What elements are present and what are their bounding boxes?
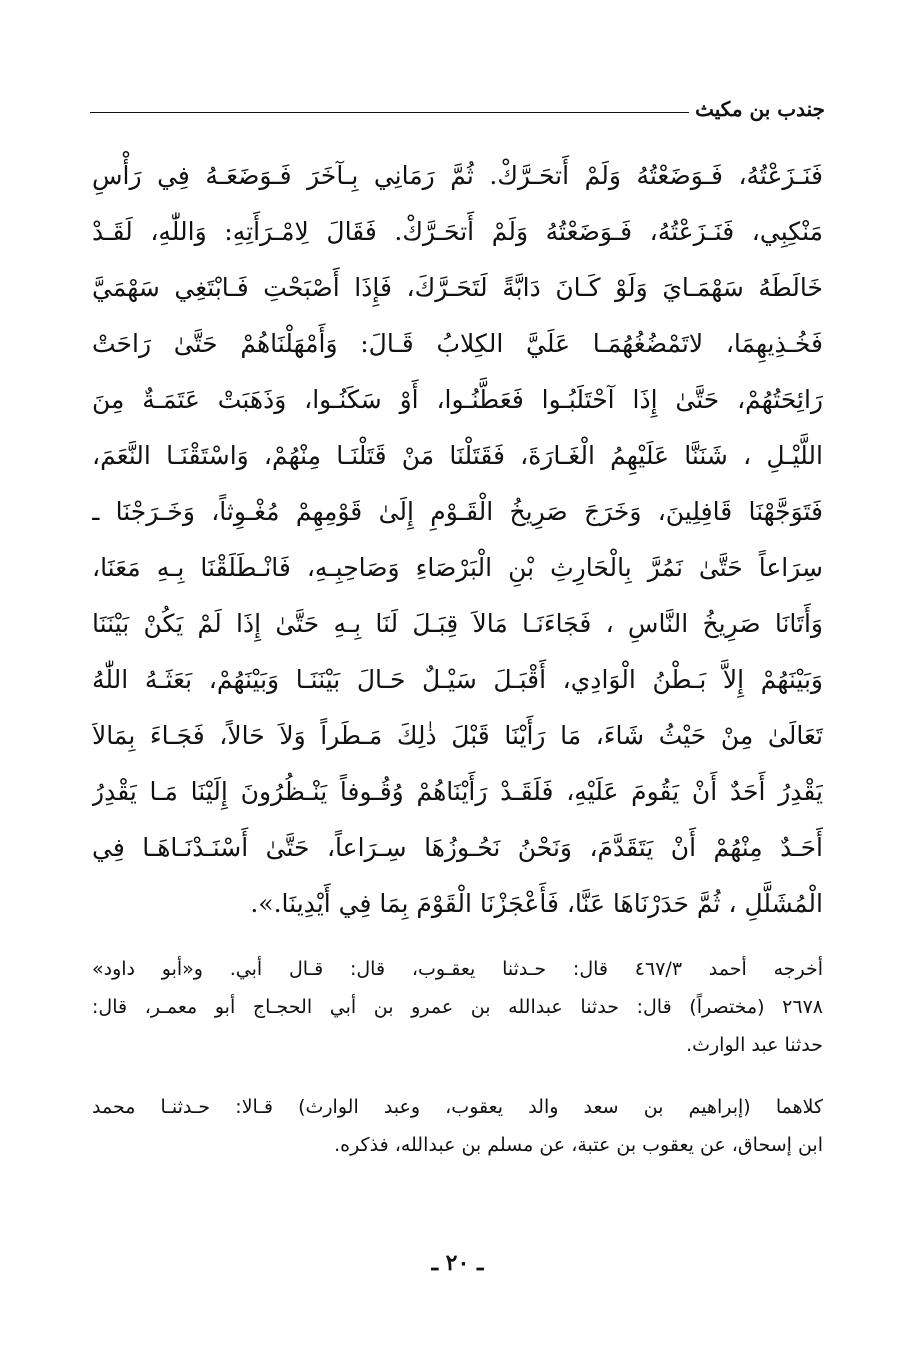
text-line: اللَّيْـلِ ، شَنَنَّا عَلَيْهِمُ الْغَـارَةَ، فَقَتَلْنَا مَنْ قَتَلْنَـا مِنْهُمْ، وَاسْتَقْنَـا النَّعَمَ، (92, 441, 823, 470)
running-title: جندب بن مكيث (695, 97, 825, 121)
header-rule (90, 112, 689, 113)
text-line: خَالَطَهُ سَهْمَـايَ وَلَوْ كَـانَ دَابَّةً لَتَحَـرَّكَ، فَإِذَا أَصْبَحْتِ فَـابْتَغِي سَهْمَيَّ (92, 273, 823, 302)
page-number: ـ ٢٠ ـ (431, 1250, 484, 1276)
text-line: فَنَـزَعْتُهُ، فَـوَضَعْتُهُ وَلَمْ أَتحَـرَّكْ. ثُمَّ رَمَانِي بِـآخَرَ فَـوَضَعَـهُ فِي رَأْسِ (92, 161, 823, 190)
text-line: فَتَوَجَّهْنَا قَافِلِينَ، وَخَرَجَ صَرِيخُ الْقَـوْمِ إِلَىٰ قَوْمِهِمْ مُغْـوِثاً، وَخَـرَجْنَا ـ (92, 497, 823, 526)
text-line: تَعَالَىٰ مِنْ حَيْثُ شَاءَ، مَا رَأَيْنَا قَبْلَ ذٰلِكَ مَـطَراً وَلاَ حَالاً، فَجَـاءَ بِمَالاَ (92, 721, 823, 750)
text-line: يَقْدِرُ أَحَدٌ أَنْ يَقُومَ عَلَيْهِ، فَلَقَـدْ رَأَيْنَاهُمْ وُقُـوفاً يَنْـظُرُونَ إِلَيْنَا مَـا يَقْدِرُ (92, 777, 823, 806)
running-head (90, 96, 825, 122)
text-line: رَائِحَتُهُمْ، حَتَّىٰ إِذَا آحْتَلَبُـوا فَعَطَّنُـوا، أَوْ سَكَنُـوا، وَذَهَبَتْ عَتَمَـةٌ مِنَ (92, 385, 823, 414)
text-line: وَأَتَانَا صَرِيخُ النَّاسِ ، فَجَاءَنَـا مَالاَ قِبَـلَ لَنَا بِـهِ حَتَّىٰ إِذَا لَمْ يَكُنْ بَيْنَنَا (92, 609, 823, 638)
note-line: كلاهما (إبراهيم بن سعد والد يعقوب، وعبد الوارث) قـالا: حـدثنـا محمد (92, 1096, 823, 1118)
note-line: حدثنا عبد الوارث. (686, 1034, 823, 1056)
note-line: ابن إسحاق، عن يعقوب بن عتبة، عن مسلم بن عبدالله، فذكره. (334, 1134, 823, 1156)
main-text (92, 148, 823, 932)
citation-note-1 (92, 950, 823, 1064)
text-line: فَخُـذِيهِمَا، لاتَمْضُغُهُمَـا عَلَيَّ الكِلابُ قَـالَ: وَأَمْهَلْنَاهُمْ حَتَّىٰ رَاحَتْ (92, 329, 823, 358)
text-line: وَبَيْنَهُمْ إِلاَّ بَـطْنُ الْوَادِي، أَقْبَـلَ سَيْـلٌ حَـالَ بَيْنَنَـا وَبَيْنَهُمْ، بَعَثَـهُ اللّٰهُ (92, 665, 823, 694)
note-line: ٢٦٧٨ (مختصراً) قال: حدثنا عبدالله بن عمرو بن أبي الحجـاج أبو معمـر، قال: (92, 996, 823, 1018)
text-line: سِرَاعاً حَتَّىٰ نَمُرَّ بِالْحَارِثِ بْنِ الْبَرْصَاءِ وَصَاحِبِـهِ، فَانْـطَلَقْنَا بِـهِ مَعَنَا، (92, 553, 823, 582)
text-line: الْمُشَلَّلِ ، ثُمَّ حَدَرْنَاهَا عَنَّا، فَأَعْجَزْنَا الْقَوْمَ بِمَا فِي أَيْدِينَا.». (250, 889, 823, 918)
text-line: أَحَـدٌ مِنْهُمْ أَنْ يَتَقَدَّمَ، وَنَحْنُ نَحُـوزُهَا سِـرَاعاً، حَتَّىٰ أَسْنَـدْنَـاهَـا فِي (92, 833, 823, 862)
note-line: أخرجه أحمد ٤٦٧/٣ قال: حـدثنا يعقـوب، قال: قـال أبي. و«أبو داود» (92, 958, 823, 980)
text-line: مَنْكِبِي، فَنَـزَعْتُهُ، فَـوَضَعْتُهُ وَلَمْ أَتحَـرَّكْ. فَقَالَ لِامْـرَأَتِهِ: وَاللّٰهِ، لَقَـدْ (92, 217, 823, 246)
citation-note-2 (92, 1088, 823, 1164)
